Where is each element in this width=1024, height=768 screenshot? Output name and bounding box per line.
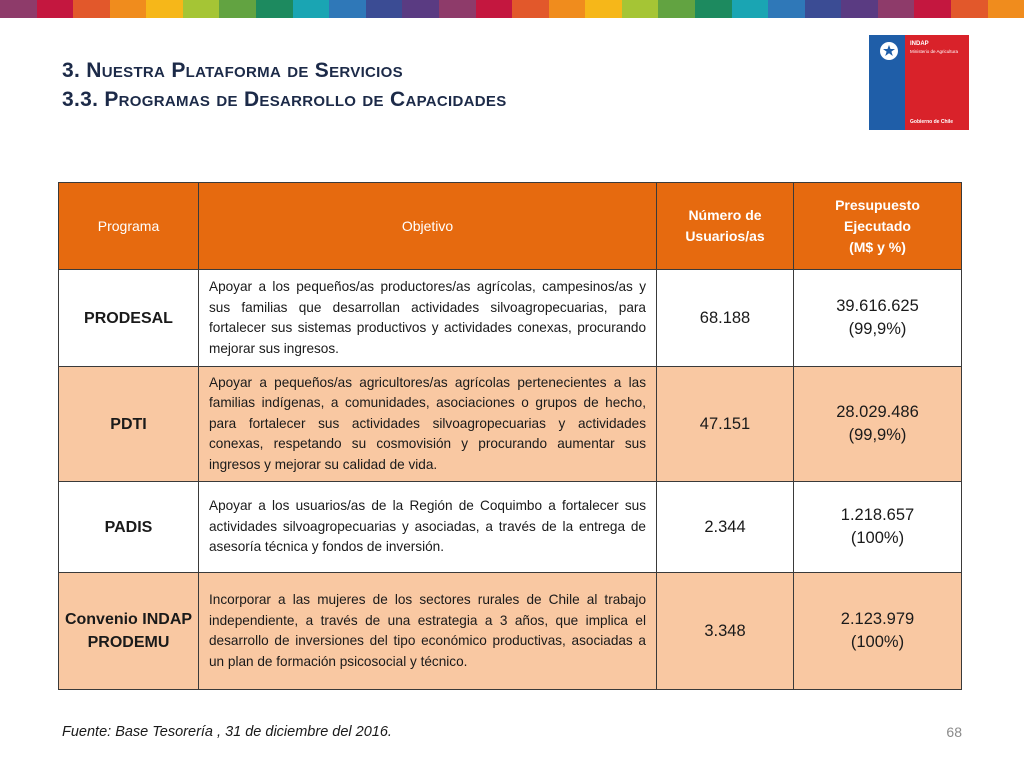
program-name: PRODESAL [59, 270, 199, 367]
stripe-segment [732, 0, 769, 18]
stripe-segment [585, 0, 622, 18]
stripe-segment [0, 0, 37, 18]
stripe-segment [805, 0, 842, 18]
program-objective: Apoyar a los usuarios/as de la Región de Coquimbo a fortalecer sus actividades silvoagropecuarias y asociadas, a través de la entrega de asesoría técnica y fondos de inversión. [199, 482, 657, 573]
header-presupuesto [794, 183, 962, 270]
program-users: 47.151 [657, 367, 794, 482]
program-objective: Apoyar a los pequeños/as productores/as agrícolas, campesinos/as y sus familias que desarrollan actividades silvoagropecuarias, para fortalecer sus sistemas productivos y actividades conexas, procurando mejorar sus ingresos. [199, 270, 657, 367]
stripe-segment [988, 0, 1024, 18]
program-users: 2.344 [657, 482, 794, 573]
program-users: 3.348 [657, 573, 794, 690]
source-note: Fuente: Base Tesorería , 31 de diciembre del 2016. [62, 724, 392, 740]
program-users: 68.188 [657, 270, 794, 367]
program-budget [794, 482, 962, 573]
coat-of-arms-icon [879, 41, 899, 61]
header-usuarios: Número de Usuarios/as [657, 183, 794, 270]
color-stripe [0, 0, 1024, 18]
title-line-1: 3. Nuestra Plataforma de Servicios [62, 59, 403, 82]
budget-percent: (99,9%) [848, 320, 907, 338]
header-presupuesto-label: Presupuesto Ejecutado [835, 196, 920, 234]
stripe-segment [695, 0, 732, 18]
program-name: PADIS [59, 482, 199, 573]
stripe-segment [329, 0, 366, 18]
budget-percent: (99,9%) [848, 426, 907, 444]
logo-red-panel [905, 35, 969, 130]
program-name: PDTI [59, 367, 199, 482]
stripe-segment [914, 0, 951, 18]
stripe-segment [110, 0, 147, 18]
title-line-2: 3.3. Programas de Desarrollo de Capacidades [62, 88, 507, 111]
budget-amount: 1.218.657 [840, 506, 915, 524]
stripe-segment [439, 0, 476, 18]
stripe-segment [549, 0, 586, 18]
budget-percent: (100%) [850, 529, 905, 547]
stripe-segment [622, 0, 659, 18]
budget-amount: 2.123.979 [840, 610, 915, 628]
budget-percent: (100%) [850, 633, 905, 651]
logo-government: Gobierno de Chile [910, 119, 954, 125]
table-row [59, 270, 962, 367]
table-row [59, 482, 962, 573]
stripe-segment [293, 0, 330, 18]
header-objetivo: Objetivo [199, 183, 657, 270]
table-row [59, 367, 962, 482]
stripe-segment [73, 0, 110, 18]
stripe-segment [658, 0, 695, 18]
stripe-segment [366, 0, 403, 18]
logo-ministry: Ministerio de Agricultura [910, 49, 959, 54]
stripe-segment [768, 0, 805, 18]
program-objective: Apoyar a pequeños/as agricultores/as agrícolas pertenecientes a las familias indígenas, a comunidades, asociaciones o grupos de hecho, para fortalecer sus actividades silvoagropecuarias y actividades conexas, respetando su cosmovisión y procurando aumentar sus ingresos y mejorar su calidad de vida. [199, 367, 657, 482]
stripe-segment [219, 0, 256, 18]
stripe-segment [476, 0, 513, 18]
stripe-segment [841, 0, 878, 18]
page-number: 68 [946, 724, 962, 740]
table-header-row [59, 183, 962, 270]
program-budget [794, 270, 962, 367]
stripe-segment [878, 0, 915, 18]
program-objective: Incorporar a las mujeres de los sectores rurales de Chile al trabajo independiente, a través de una estrategia a 3 años, que implica el desarrollo de inversiones del tipo económico productivas, asociadas a un plan de formación psicosocial y técnico. [199, 573, 657, 690]
logo-org: INDAP [910, 41, 929, 47]
stripe-segment [951, 0, 988, 18]
table-row [59, 573, 962, 690]
program-budget [794, 367, 962, 482]
stripe-segment [402, 0, 439, 18]
stripe-segment [183, 0, 220, 18]
budget-amount: 39.616.625 [836, 297, 919, 315]
program-name: Convenio INDAP PRODEMU [59, 573, 199, 690]
header-programa: Programa [59, 183, 199, 270]
budget-amount: 28.029.486 [836, 403, 919, 421]
stripe-segment [256, 0, 293, 18]
stripe-segment [146, 0, 183, 18]
indap-logo [869, 35, 969, 130]
programs-table [58, 182, 962, 690]
page-title [62, 56, 507, 114]
header-presupuesto-unit: (M$ y %) [849, 238, 906, 255]
stripe-segment [37, 0, 74, 18]
stripe-segment [512, 0, 549, 18]
program-budget [794, 573, 962, 690]
